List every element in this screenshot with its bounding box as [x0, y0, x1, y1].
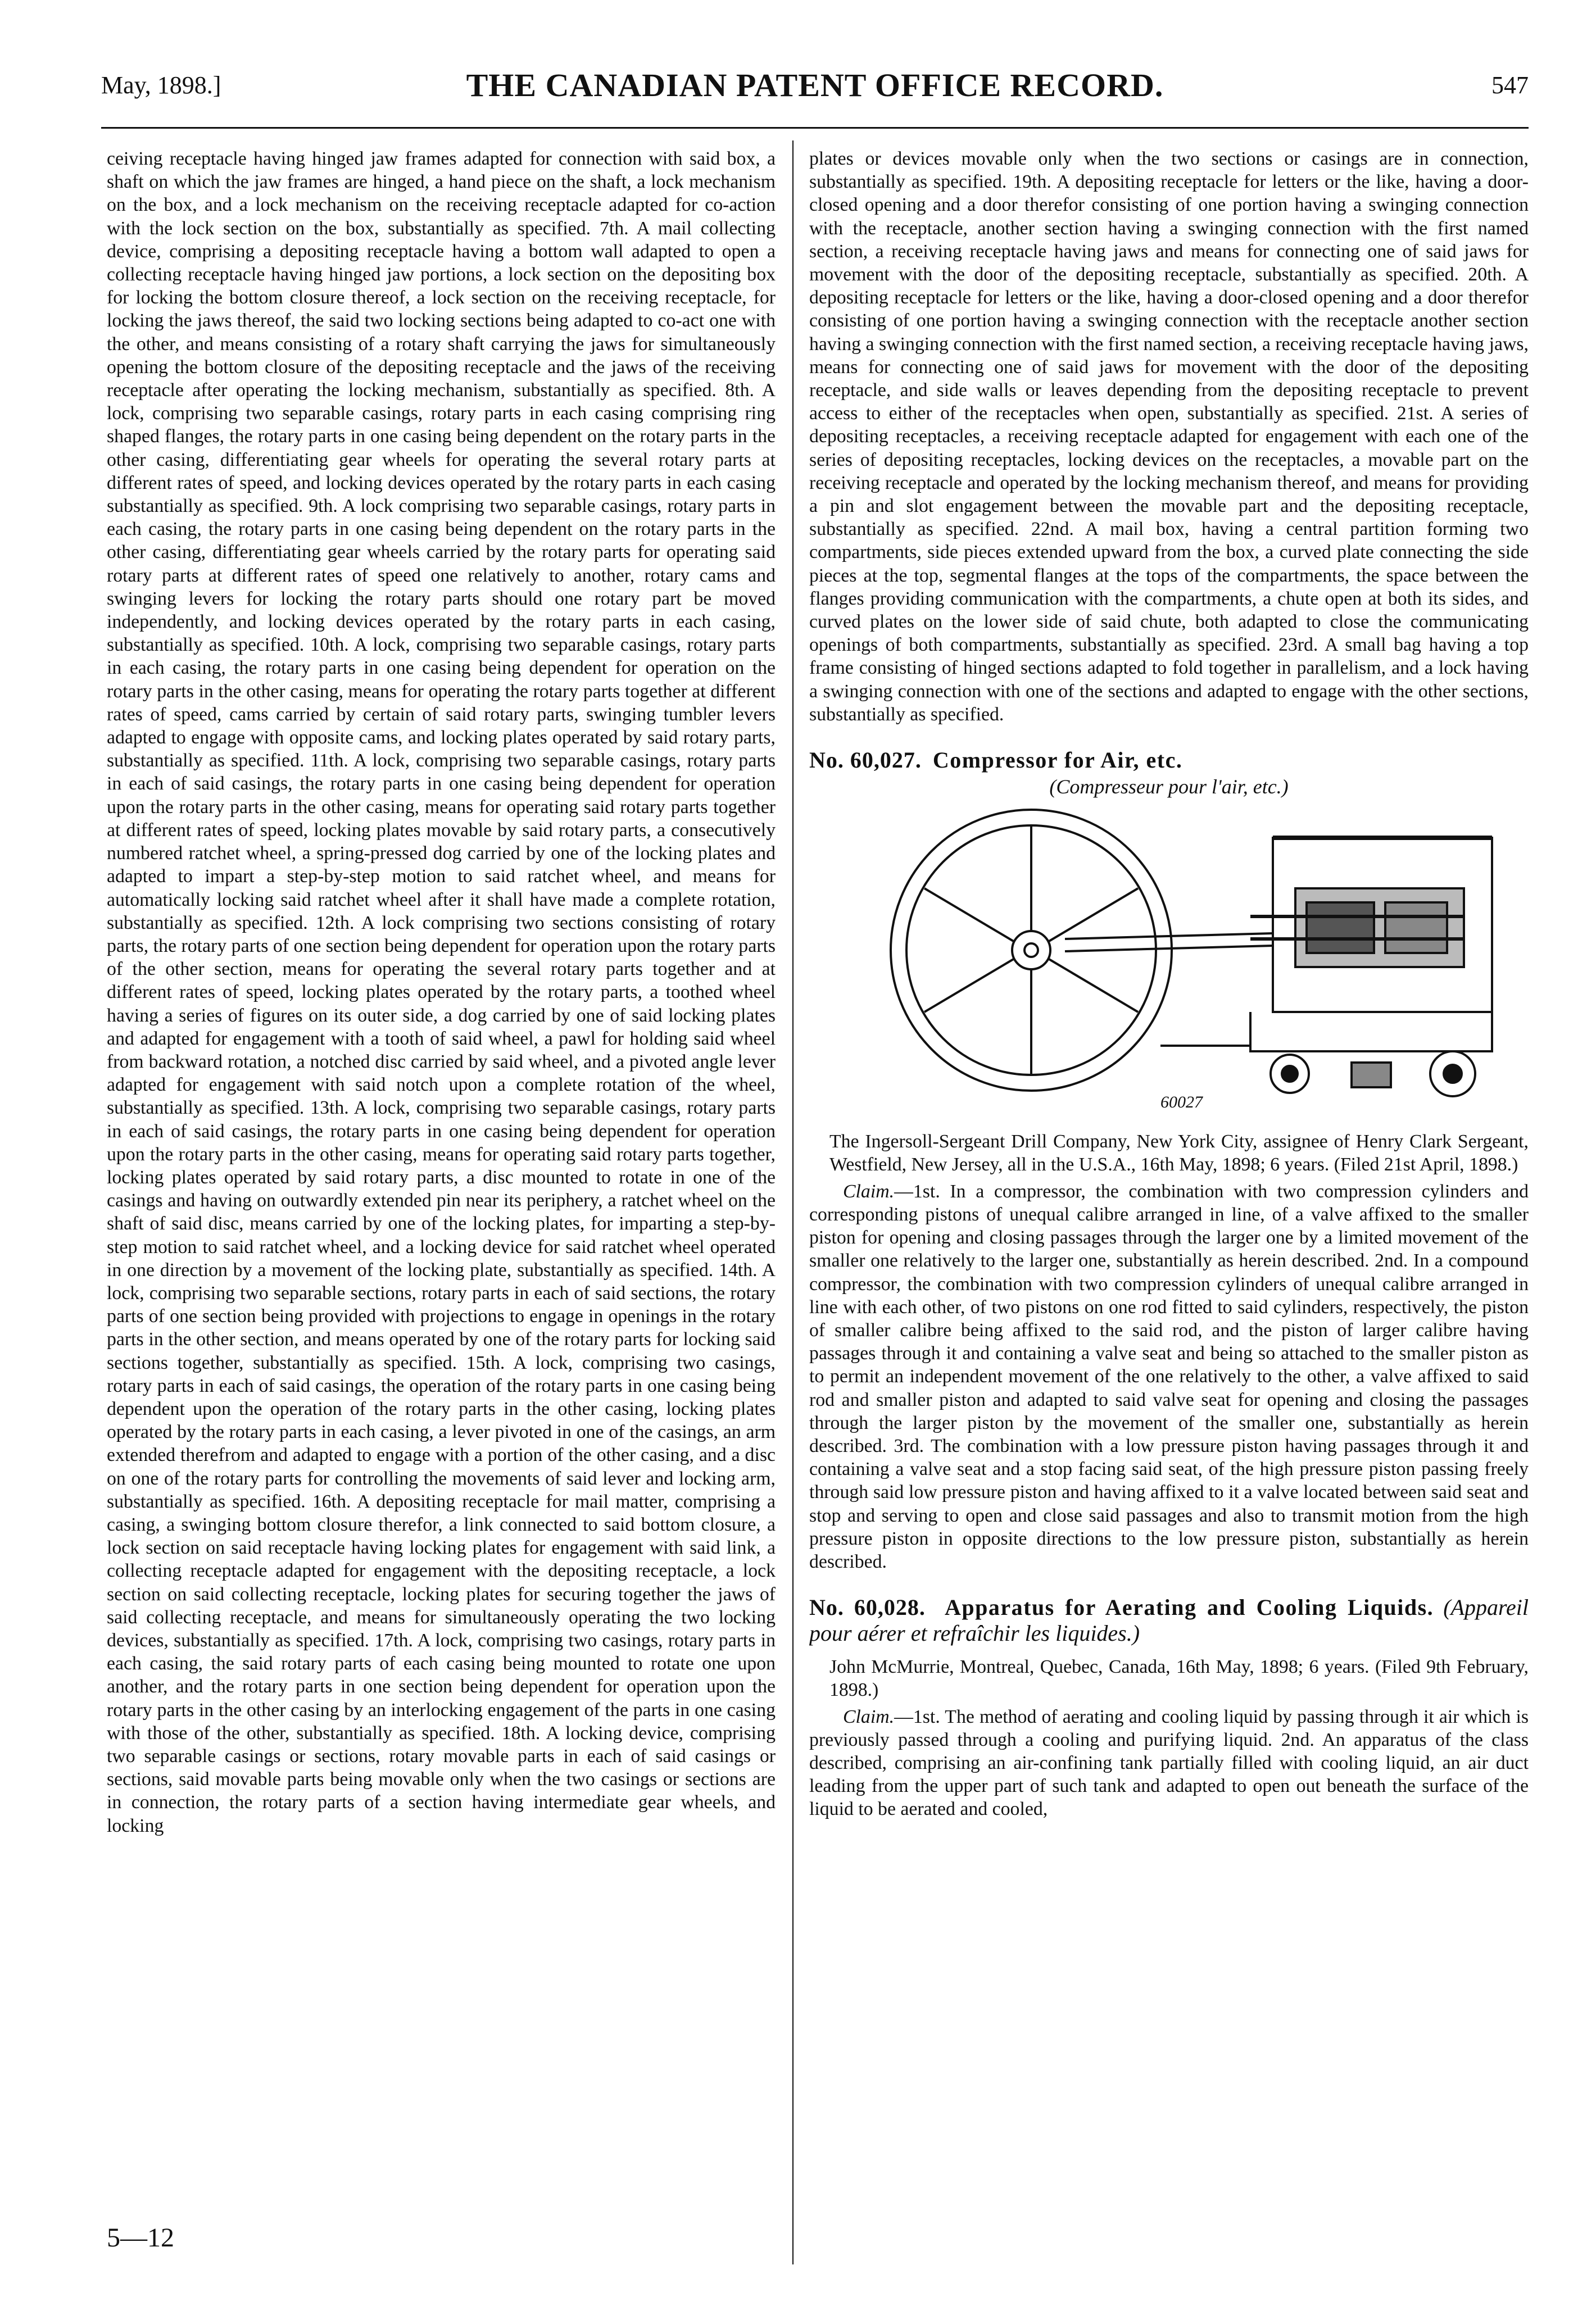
patent-subtitle: (Appareil pour aérer et refraîchir les liquides.) [809, 1595, 1529, 1646]
claim-label: Claim. [843, 1706, 895, 1727]
claim-label: Claim. [843, 1181, 895, 1202]
claims-continuation-left: ceiving receptacle having hinged jaw frames adapted for connection with said box, a shaft on which the jaw frames are hinged, a hand piece on the shaft, a lock mechanism on the box, and a lock mechanism on the receiving receptacle adapted for co-action with the lock section on the box, substantially as specified. 7th. A mail collecting device, comprising a depositing receptacle having a bottom wall adapted to open a collecting receptacle having hinged jaw portions, a lock section on the depositing box for locking the bottom closure thereof, a lock section on the receiving receptacle, for locking the jaws thereof, the said two locking sections being adapted to co-act one with the other, and means consisting of a rotary shaft carrying the jaws for simultaneously opening the bottom closure of the depositing receptacle and the jaws of the receiving receptacle after operating the locking mechanism, substantially as specified. 8th. A lock, comprising two separable casings, rotary parts in each casing comprising ring shaped flanges, the rotary parts in one casing being dependent on the rotary parts in the other casing, differentiating gear wheels for operating the several rotary parts at different rates of speed, and locking devices operated by the rotary parts in each casing substantially as specified. 9th. A lock comprising two separable casings, rotary parts in each casing, the rotary parts in one casing being dependent on the rotary parts in the other casing, differentiating gear wheels carried by the rotary parts for operating said rotary parts at different rates of speed one relatively to another, rotary cams and swinging levers for locking the rotary parts should one rotary part be moved independently, and locking devices operated by the rotary parts in each casing, substantially as specified. 10th. A lock, comprising two separable casings, rotary parts in each casing, the rotary parts in one casing being dependent for operation on the rotary parts in the other casing, means for operating the rotary parts together at different rates of speed, cams carried by certain of said rotary parts, swinging tumbler levers adapted to engage with opposite cams, and locking plates operated by said rotary parts, substantially as specified. 11th. A lock, comprising two separable casings, rotary parts in each of said casings, the rotary parts in one casing being dependent for operation upon the rotary parts in the other casing, means for operating said rotary parts together at different rates of speed, locking plates movable by said rotary parts, a consecutively numbered ratchet wheel, a spring-pressed dog carried by one of the locking plates and adapted to impart a step-by-step motion to said ratchet wheel, and means for automatically locking said ratchet wheel after it shall have made a complete rotation, substantially as specified. 12th. A lock comprising two sections consisting of rotary parts, the rotary parts of one section being dependent for operation upon the rotary parts of the other section, means for operating the several rotary parts together and at different rates of speed, locking plates operated by the rotary parts, a toothed wheel having a series of figures on its outer side, a dog carried by one of said locking plates and adapted for engagement with a tooth of said wheel, a pawl for holding said wheel from backward rotation, a notched disc carried by said wheel, and a pivoted angle lever adapted for engagement with said notch upon a complete rotation of the wheel, substantially as specified. 13th. A lock, comprising two separable casings, rotary parts in each of said casings, the rotary parts in one casing being dependent for operation upon the rotary parts in the other casing, means for operating said rotary parts together, locking plates operated by said rotary parts, a disc mounted to rotate in one of the casings and having on outwardly extended pin near its periphery, a ratchet wheel on the shaft of said disc, means carried by one of the locking plates, for imparting a step-by-step motion to said ratchet wheel, and a locking device for said ratchet wheel operated in one direction by a movement of the locking plate, substantially as specified. 14th. A lock, comprising two separable sections, rotary parts in each of said sections, the rotary parts of one section being provided with projections to engage in openings in the rotary parts in the other section, and means operated by one of the rotary parts for locking said sections together, substantially as specified. 15th. A lock, comprising two casings, rotary parts in each of said casings, the operation of the rotary parts in one casing being dependent upon the operation of the rotary parts in the other casing, locking plates operated by the rotary parts in each casing, a lever pivoted in one of the casings, an arm extended therefrom and adapted to engage with a portion of the other casing, and a disc on one of the rotary parts for controlling the movements of said lever and locking arm, substantially as specified. 16th. A depositing receptacle for mail matter, comprising a casing, a swinging bottom closure therefor, a link connected to said bottom closure, a lock section on said receptacle having locking plates for engagement with said link, a collecting receptacle adapted for engagement with the depositing receptacle, a lock section on said collecting receptacle, locking plates for securing together the jaws of said collecting receptacle, and means for simultaneously operating the two locking devices, substantially as specified. 17th. A lock, comprising two casings, rotary parts in each casing, the said rotary parts of each casing being mounted to rotate one upon another, and the rotary parts in one section being dependent for operation upon the rotary parts in the other casing by an interlocking engagement of the parts in one casing with those of the other, substantially as specified. 18th. A locking device, comprising two separable casings or sections, rotary movable parts in each of said casings or sections, said movable parts being movable only when the two casings or sections are in connection, the rotary parts of a section having intermediate gear wheels, and locking [107, 148, 776, 1836]
right-column [809, 147, 1529, 1821]
patent-60027-heading [809, 747, 1529, 773]
patent-title: Compressor for Air, etc. [932, 747, 1183, 773]
column-divider [792, 140, 794, 2264]
patent-number: No. 60,028. [809, 1595, 926, 1621]
patent-60027-assignee: The Ingersoll-Sergeant Drill Company, New York City, assignee of Henry Clark Sergeant, Westfield, New Jersey, all in the U.S.A., 16th May, 1898; 6 years. (Filed 21st April, 1898.) [829, 1131, 1529, 1175]
issue-date: May, 1898.] [101, 71, 221, 99]
patent-60027-claims [809, 1180, 1529, 1573]
patent-60028-heading [809, 1595, 1529, 1646]
figure-label: 60027 [1160, 1093, 1203, 1112]
claims-continuation-right: plates or devices movable only when the two sections or casings are in connection, substantially as specified. 19th. A depositing receptacle for letters or the like, having a door-closed opening and a door therefor consisting of one portion having a swinging connection with the receptacle, another section having a swinging connection with the first named section, a receiving receptacle having jaws and means for connecting one of said jaws for movement with the door of the depositing receptacle, substantially as specified. 20th. A depositing receptacle for letters or the like, having a door-closed opening and a door therefor consisting of one portion having a swinging connection with the receptacle another section having a swinging connection with the first named section, a receiving receptacle having jaws, means for connecting one of said jaws for movement with the door of the depositing receptacle, and side walls or leaves depending from the depositing receptacle to prevent access to either of the receptacles when open, substantially as specified. 21st. A series of depositing receptacles, a receiving receptacle adapted for engagement with each one of the series of depositing receptacles, locking devices on the receptacles, a movable part on the receiving receptacle and operated by the locking mechanism thereof, and means for providing a pin and slot engagement between the movable part and the depositing receptacle, substantially as specified. 22nd. A mail box, having a central partition forming two compartments, side pieces extended upward from the box, a curved plate connecting the side pieces at the top, segmental flanges at the tops of the compartments, the space between the flanges providing communication with the compartments, a chute open at both its sides, and curved plates on the lower side of said chute, both adapted to close the communicating openings of both compartments, substantially as specified. 23rd. A small bag having a top frame consisting of hinged sections adapted to fold together in parallelism, and a lock having a swinging connection with one of the sections and adapted to engage with the other sections, substantially as specified. [809, 148, 1529, 725]
publication-title: THE CANADIAN PATENT OFFICE RECORD. [466, 67, 1164, 103]
patent-subtitle: (Compresseur pour l'air, etc.) [1049, 775, 1289, 798]
patent-60028-assignee: John McMurrie, Montreal, Quebec, Canada, 16th May, 1898; 6 years. (Filed 9th February, 1898.) [829, 1656, 1529, 1701]
flywheel-hub [1012, 931, 1050, 969]
compressor-figure [823, 804, 1515, 1119]
patent-60028-claims [809, 1705, 1529, 1821]
page-number: 547 [1491, 71, 1529, 99]
header-rule [101, 127, 1529, 129]
patent-title: Apparatus for Aerating and Cooling Liquids. [944, 1595, 1434, 1621]
patent-number: No. 60,027. [809, 747, 922, 773]
signature-folio: 5—12 [107, 2223, 174, 2253]
left-column [107, 147, 776, 2114]
page-header [101, 66, 1529, 112]
claim-text: —1st. The method of aerating and cooling liquid by passing through it air which is previously passed through a cooling and purifying liquid. 2nd. An apparatus of the class described, comprising an air-confining tank partially filled with cooling liquid, an air duct leading from the upper part of such tank and adapted to open out beneath the surface of the liquid to be aerated and cooled, [809, 1706, 1529, 1820]
claim-text: —1st. In a compressor, the combination with two compression cylinders and corresponding pistons of unequal calibre arranged in line, of a valve affixed to the smaller piston for opening and closing passages through the larger one by a limited movement of the smaller one relatively to the larger one, substantially as herein described. 2nd. In a compound compressor, the combination with two compression cylinders of unequal calibre arranged in line with each other, of two pistons on one rod fitted to said cylinders, respectively, the piston of smaller calibre being affixed to the said rod, and the piston of larger calibre having passages through it and containing a valve seat and being so attached to the smaller piston as to permit an independent movement of the one relatively to the other, a valve affixed to said rod and smaller piston and adapted to said valve seat for opening and closing the passages through the larger piston by the movement of the smaller one, substantially as herein described. 3rd. The combination with a low pressure piston having passages through it and containing a valve seat and a stop facing said seat, of the high pressure piston passing freely through said low pressure piston and having affixed to it a valve located between said seat and stop and serving to open and close said passages and also to transmit motion from the high pressure piston in opposite directions to the low pressure piston, substantially as herein described. [809, 1181, 1529, 1572]
